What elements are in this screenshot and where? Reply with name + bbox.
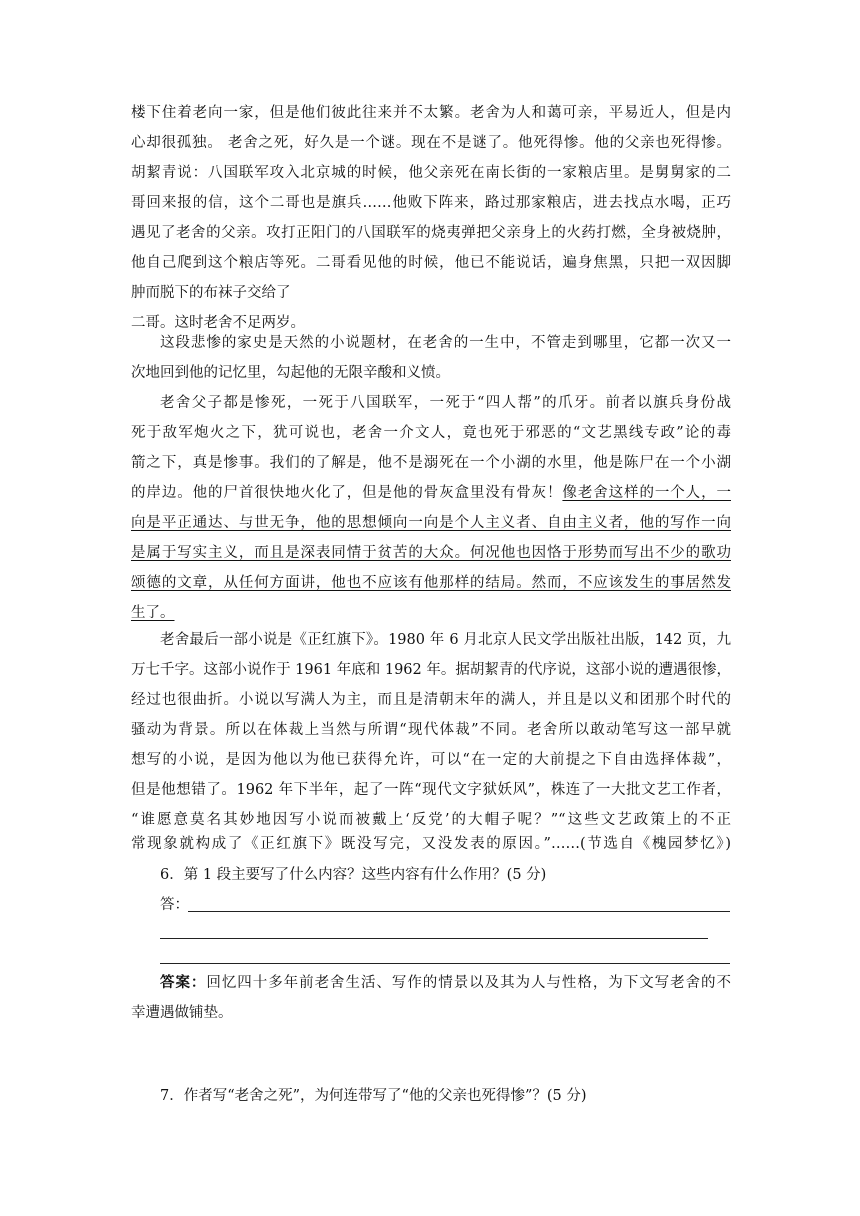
passage-line: 胡絜青说：八国联军攻入北京城的时候，他父亲死在南长街的一家粮店里。是舅舅家的二 [131,165,731,181]
passage-line: 死于敌军炮火之下，犹可说也，老舍一介文人，竟也死于邪恶的“文艺黑线专政”论的毒 [131,425,731,441]
passage-line: 心却很孤独。 老舍之死，好久是一个谜。现在不是谜了。他死得惨。他的父亲也死得惨。 [131,135,731,151]
answer-label: 答案： [160,974,207,991]
answer-line-2: 幸遭遇做铺垫。 [131,1005,233,1021]
passage-line: 哥回来报的信，这个二哥也是旗兵……他败下阵来，路过那家粮店，进去找点水喝，正巧 [131,195,731,211]
passage-line: 次地回到他的记忆里，勾起他的无限辛酸和义愤。 [131,365,450,381]
passage-line-mixed [131,484,731,502]
underlined-text: 像老舍这样的一个人，一 [562,485,731,501]
passage-line: 常现象就构成了《正红旗下》既没写完，又没发表的原因。”……(节选自《槐园梦忆》) [131,836,731,852]
passage-line: 想写的小说，是因为他以为他已获得允许，可以“在一定的大前提之下自由选择体裁”， [131,752,731,768]
answer-text: 回忆四十多年前老舍生活、写作的情景以及其为人与性格，为下文写老舍的不 [206,975,731,991]
passage-text: 的岸边。他的尸首很快地火化了，但是他的骨灰盒里没有骨灰！ [131,485,563,501]
passage-line: 老舍最后一部小说是《正红旗下》。1980 年 6 月北京人民文学出版社出版，142 页，九 [160,632,731,648]
passage-line: 但是他想错了。1962 年下半年，起了一阵“现代文字狱妖风”，株连了一大批文艺工作者， [131,782,731,798]
passage-line: 箭之下，真是惨事。我们的了解是，他不是溺死在一个小湖的水里，他是陈尸在一个小湖 [131,455,731,471]
passage-line: 楼下住着老向一家，但是他们彼此往来并不太繁。老舍为人和蔼可亲，平易近人，但是内 [131,105,731,121]
answer-line[interactable] [160,938,708,939]
passage-line: “谁愿意莫名其妙地因写小说而被戴上‘反党’的大帽子呢？”“这些文艺政策上的不正 [131,812,731,828]
passage-line: 二哥。这时老舍不足两岁。 [131,315,305,331]
answer-line[interactable] [188,911,730,912]
answer-line-1 [160,974,731,992]
passage-line: 老舍父子都是惨死，一死于八国联军，一死于“四人帮”的爪牙。前者以旗兵身份战 [160,395,731,411]
underlined-line: 颂德的文章，从任何方面讲，他也不应该有他那样的结局。然而，不应该发生的事居然发 [131,575,731,591]
passage-line: 他自己爬到这个粮店等死。二哥看见他的时候，他已不能说话，遍身焦黑，只把一双因脚 [131,255,731,271]
passage-line: 万七千字。这部小说作于 1961 年底和 1962 年。据胡絜青的代序说，这部小说的遭遇很惨， [131,662,731,678]
passage-line: 骚动为背景。所以在体裁上当然与所谓“现代体裁”不同。老舍所以敢动笔写这一部早就 [131,722,731,738]
underlined-line: 生了。 [131,605,175,621]
answer-line[interactable] [160,963,730,964]
passage-line: 这段悲惨的家史是天然的小说题材，在老舍的一生中，不管走到哪里，它都一次又一 [160,335,731,351]
passage-line: 遇见了老舍的父亲。攻打正阳门的八国联军的烧夷弹把父亲身上的火药打燃，全身被烧肿， [131,225,731,241]
answer-prefix: 答： [160,897,189,913]
question-7: 7．作者写“老舍之死”，为何连带写了“他的父亲也死得惨”？(5 分) [160,1088,587,1104]
passage-line: 肿而脱下的布袜子交给了 [131,285,291,301]
underlined-line: 向是平正通达、与世无争，他的思想倾向一向是个人主义者、自由主义者，他的写作一向 [131,515,731,531]
question-6: 6．第 1 段主要写了什么内容？这些内容有什么作用？(5 分) [160,867,547,883]
underlined-line: 是属于写实主义，而且是深表同情于贫苦的大众。何况他也因恪于形势而写出不少的歌功 [131,545,731,561]
passage-line: 经过也很曲折。小说以写满人为主，而且是清朝末年的满人，并且是以义和团那个时代的 [131,692,731,708]
